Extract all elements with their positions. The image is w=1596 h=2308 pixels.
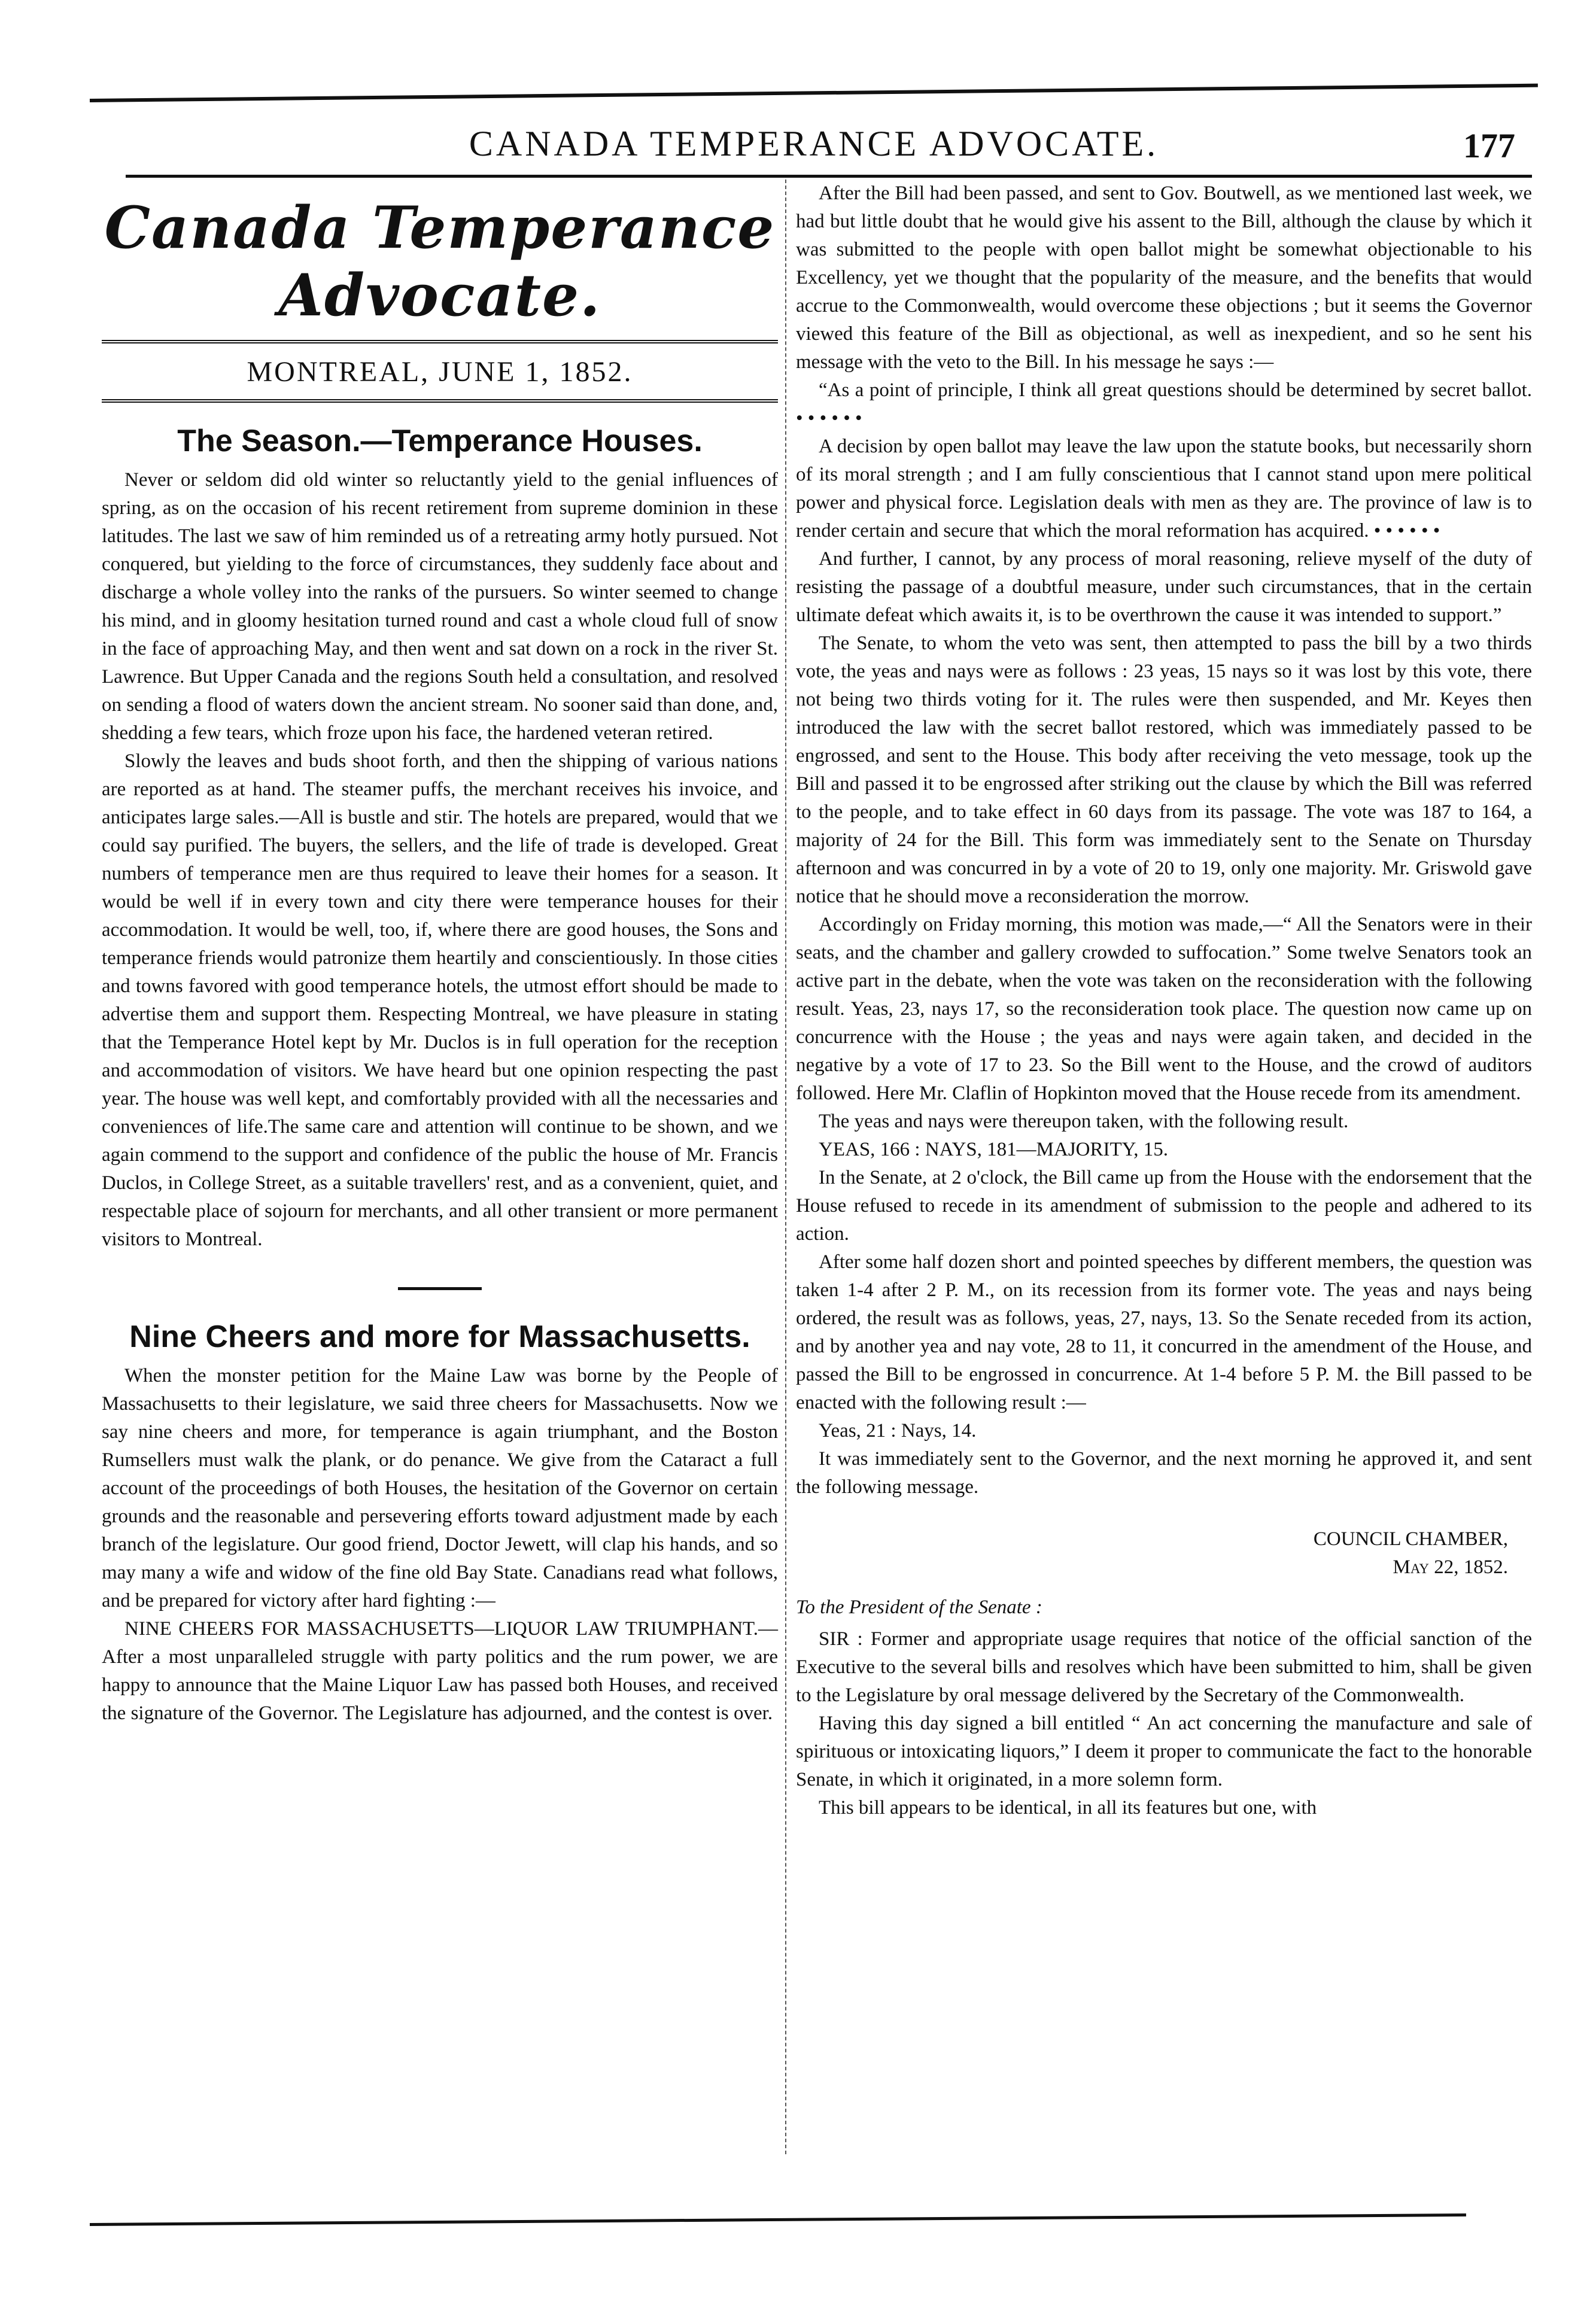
article-title: The Season.—Temperance Houses.: [177, 424, 703, 458]
header-top-rule: [90, 84, 1538, 102]
quote-paragraph: And further, I cannot, by any process of moral reasoning, relieve myself of the duty of resisting the passage of a doubtful measure, under such circumstances, that in the certain ultimate defeat which awaits it, is to be overthrown the cause it was intended to support.”: [796, 548, 1532, 626]
vote-result: Yeas, 21 : Nays, 14.: [819, 1420, 977, 1442]
article-paragraph: Accordingly on Friday morning, this motion was made,—“ All the Senators were in their seats, and the chamber and gallery crowded to suffocation.” Some twelve Senators took an active part in the debate, when the vote was taken on the reconsideration with the following result. Yeas, 23, nays 17, so the reconsideration took place. The question now came up on concurrence with the House ; the yeas and nays were again taken, and decided in the negative by a vote of 17 to 23. So the Bill went to the House, and the crowd of auditors followed. Here Mr. Claflin of Hopkinton moved that the House recede from its amendment.: [796, 914, 1532, 1104]
signature-date: May 22, 1852.: [1393, 1556, 1508, 1578]
article-season-temperance-houses: [102, 423, 778, 1254]
vote-result: YEAS, 166 : NAYS, 181—MAJORITY, 15.: [819, 1139, 1168, 1160]
section-divider: [398, 1287, 482, 1290]
page-bottom-rule: [90, 2213, 1466, 2226]
article-nine-cheers: [102, 1319, 778, 1728]
article-paragraph: The yeas and nays were thereupon taken, with the following result.: [819, 1111, 1349, 1132]
article-paragraph: When the monster petition for the Maine Law was borne by the People of Massachusetts to their legislature, we said three cheers for Massachusetts. Now we say nine cheers and more, for temperance is again triumphant, and the Boston Rumsellers must walk the plank, or do penance. We give from the Cataract a full account of the proceedings of both Houses, the hesitation of the Governor on certain grounds and the reasonable and persevering efforts toward adjustment made by each branch of the legislature. Our good friend, Doctor Jewett, will clap his hands, and so may many a wife and widow of the fine old Bay State. Canadians read what follows, and be prepared for victory after hard fighting :—: [102, 1365, 778, 1611]
masthead-rule: [102, 340, 778, 343]
page-number: 177: [1463, 126, 1515, 165]
article-paragraph: After some half dozen short and pointed speeches by different members, the question was taken 1-4 after 2 P. M., on its recession from its former vote. The yeas and nays being ordered, the result was as follows, yeas, 27, nays, 13. So the Senate receded from its action, and by another yea and nay vote, 28 to 11, it concurred in the amendment of the House, and passed the Bill to be engrossed in concurrence. At 1-4 before 5 P. M. the Bill passed to be enacted with the following result :—: [796, 1251, 1532, 1413]
article-paragraph: Slowly the leaves and buds shoot forth, and then the shipping of various nations are reported as at hand. The steamer puffs, the merchant receives his invoice, and anticipates large sales.—All is bustle and stir. The hotels are prepared, would that we could say purified. The buyers, the sellers, and the life of trade is developed. Great numbers of temperance men are thus required to leave their homes for a season. It would be well if in every town and city there were temperance houses for their accommodation. It would be well, too, if, where there are good houses, the Sons and temperance friends would patronize them heartily and conscientiously. In those cities and towns favored with good temperance hotels, the utmost effort should be made to advertise them and support them. Respecting Montreal, we have pleasure in stating that the Temperance Hotel kept by Mr. Duclos is in full operation for the reception and accommodation of visitors. We have heard but one opinion respecting the past year. The house was well kept, and comfortably provided with all the necessaries and conveniences of life.The same care and attention will continue to be shown, and we again commend to the support and confidence of the public the house of Mr. Francis Duclos, in College Street, as a suitable travellers' rest, and as a convenient, quiet, and respectable place of sojourn for merchants, and all other transient or more permanent visitors to Montreal.: [102, 750, 778, 1250]
dateline: MONTREAL, JUNE 1, 1852.: [247, 356, 633, 388]
article-paragraph: The Senate, to whom the veto was sent, then attempted to pass the bill by a two thirds vote, the yeas and nays were as follows : 23 yeas, 15 nays so it was lost by this vote, there not being two thirds voting for it. The rules were then suspended, and Mr. Keyes then introduced the law with the secret ballot restored, which was immediately passed to be engrossed, and sent to the House. This body after receiving the veto message, took up the Bill and passed it to be engrossed after striking out the clause by which the Bill was referred to the people, and to take effect in 60 days from its passage. The vote was 187 to 164, a majority of 24 for the Bill. This form was immediately sent to the Senate on Thursday afternoon and was concurred in by a vote of 20 to 19, only one majority. Mr. Griswold gave notice that he should move a reconsideration the morrow.: [796, 633, 1532, 907]
dateline-rule: [102, 399, 778, 403]
article-paragraph: It was immediately sent to the Governor, and the next morning he approved it, and sent the following message.: [796, 1448, 1532, 1498]
article-paragraph: In the Senate, at 2 o'clock, the Bill came up from the House with the endorsement that the House refused to recede in its amendment of submission to the people and adhered to its action.: [796, 1167, 1532, 1245]
quote-paragraph: “As a point of principle, I think all great questions should be determined by secret ballot. • • • • • •: [796, 379, 1532, 429]
message-addressee: To the President of the Senate :: [796, 1597, 1042, 1618]
running-header-title: CANADA TEMPERANCE ADVOCATE.: [469, 124, 1159, 163]
quote-paragraph: A decision by open ballot may leave the law upon the statute books, but necessarily shorn of its moral strength ; and I am fully conscientious that I cannot stand upon mere political power and physical force. Legislation deals with men as they are. The province of law is to render certain and secure that which the moral reformation has acquired. • • • • • •: [796, 436, 1532, 542]
right-column: [796, 180, 1532, 1822]
letter-paragraph: This bill appears to be identical, in all its features but one, with: [819, 1797, 1317, 1819]
letter-paragraph: Having this day signed a bill entitled “ An act concerning the manufacture and sale of spirituous or intoxicating liquors,” I deem it proper to communicate the fact to the honorable Senate, in which it originated, in a more solemn form.: [796, 1713, 1532, 1790]
article-paragraph: Never or seldom did old winter so reluctantly yield to the genial influences of spring, as on the occasion of his recent retirement from supreme dominion in these latitudes. The last we saw of him reminded us of a retreating army hotly pursued. Not conquered, but yielding to the force of circumstances, they suddenly face about and discharge a whole volley into the ranks of the pursuers. So winter seemed to change his mind, and in gloomy hesitation turned round and cast a whole cloud full of snow in the face of approaching May, and then went and sat down on a rock in the river St. Lawrence. But Upper Canada and the regions South held a consultation, and resolved on sending a flood of waters down the ancient stream. No sooner said than done, and, shedding a few tears, which froze upon his face, the hardened veteran retired.: [102, 469, 778, 744]
article-title: Nine Cheers and more for Massachusetts.: [129, 1319, 750, 1354]
masthead-title: Canada Temperance Advocate.: [104, 194, 776, 329]
letter-paragraph: SIR : Former and appropriate usage requires that notice of the official sanction of the Executive to the several bills and resolves which have been submitted to him, shall be given to the Legislature by oral message delivered by the Secretary of the Commonwealth.: [796, 1628, 1532, 1706]
header-bottom-rule: [126, 175, 1532, 178]
signature-place: COUNCIL CHAMBER,: [1313, 1528, 1508, 1550]
article-paragraph: After the Bill had been passed, and sent to Gov. Boutwell, as we mentioned last week, we had but little doubt that he would give his assent to the Bill, although the clause by which it was submitted to the people with open ballot might be somewhat objectionable to his Excellency, yet we thought that the popularity of the measure, and the benefits that would accrue to the Commonwealth, would overcome these objections ; but it seems the Governor viewed this feature of the Bill as objectional, as well as inexpedient, and so he sent his message with the veto to the Bill. In his message he says :—: [796, 183, 1532, 373]
article-paragraph: NINE CHEERS FOR MASSACHUSETTS—LIQUOR LAW TRIUMPHANT.—After a most unparalleled struggle with party politics and the rum power, we are happy to announce that the Maine Liquor Law has passed both Houses, and received the signature of the Governor. The Legislature has adjourned, and the contest is over.: [102, 1618, 778, 1724]
left-column: [102, 180, 778, 1728]
message-signature: [796, 1525, 1508, 1582]
column-divider: [785, 180, 786, 2154]
